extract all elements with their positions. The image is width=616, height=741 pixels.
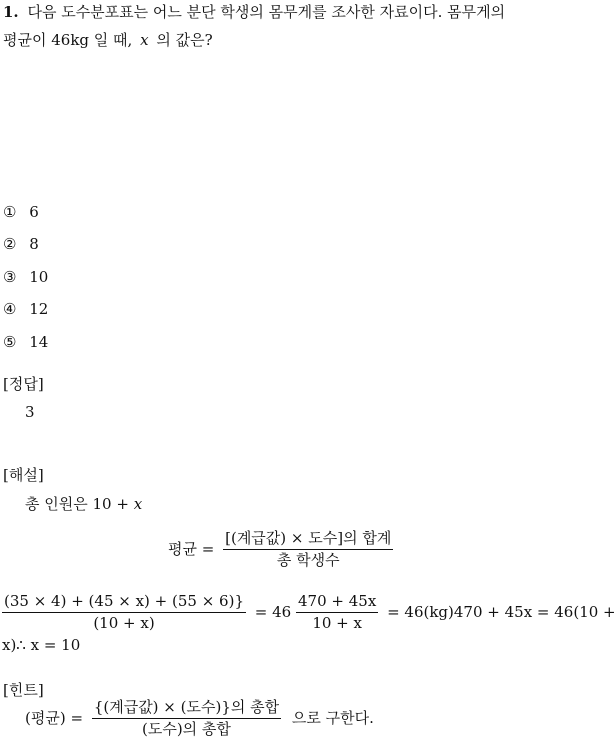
choice-1-marker: ① bbox=[3, 203, 17, 221]
choice-4-marker: ④ bbox=[3, 300, 17, 318]
equation-mid: = 46 bbox=[254, 603, 292, 621]
choice-2-value: 8 bbox=[29, 235, 39, 253]
explanation-label: [해설] bbox=[3, 466, 44, 484]
choice-3-value: 10 bbox=[29, 268, 49, 286]
equation-fraction-2-numerator: 470 + 45x bbox=[298, 592, 377, 610]
choice-5[interactable] bbox=[3, 335, 48, 350]
question-line-1 bbox=[3, 5, 505, 20]
choice-3-marker: ③ bbox=[3, 268, 17, 286]
question-number: 1. bbox=[3, 3, 19, 21]
hint-formula bbox=[25, 700, 374, 737]
hint-suffix: 으로 구한다. bbox=[291, 709, 374, 727]
choice-3[interactable] bbox=[3, 270, 48, 285]
mean-formula-numerator: [(계급값) × 도수]의 합계 bbox=[225, 529, 392, 547]
explanation-total-var: x bbox=[133, 495, 143, 513]
question-text-2b: 의 값은? bbox=[156, 31, 213, 49]
question-text-1: 다음 도수분포표는 어느 분단 학생의 몸무게를 조사한 자료이다. 몸무게의 bbox=[27, 3, 506, 21]
hint-label: [힌트] bbox=[3, 681, 44, 699]
choice-4-value: 12 bbox=[29, 300, 49, 318]
mean-formula bbox=[168, 531, 393, 568]
choice-1-value: 6 bbox=[29, 203, 39, 221]
answer-value: 3 bbox=[25, 403, 35, 421]
explanation-total-text: 총 인원은 10 + bbox=[25, 495, 129, 513]
equation-fraction-2-denominator: 10 + x bbox=[312, 614, 362, 632]
answer-label: [정답] bbox=[3, 375, 44, 393]
choice-5-value: 14 bbox=[29, 333, 49, 351]
hint-numerator: {(계급값) × (도수)}의 총합 bbox=[93, 698, 280, 716]
equation-line-2: x)∴ x = 10 bbox=[2, 636, 81, 654]
equation-fraction-2 bbox=[296, 594, 378, 631]
choice-2[interactable] bbox=[3, 237, 39, 252]
hint-lhs: (평균) = bbox=[25, 709, 84, 727]
mean-formula-fraction bbox=[223, 531, 393, 568]
equation-fraction-1 bbox=[2, 594, 246, 631]
equation-fraction-1-numerator: (35 × 4) + (45 × x) + (55 × 6)} bbox=[4, 592, 244, 610]
hint-fraction bbox=[92, 700, 281, 737]
explanation-line-1 bbox=[25, 497, 142, 512]
question-text-2a: 평균이 46kg 일 때, bbox=[3, 31, 133, 49]
mean-formula-lhs: 평균 = bbox=[168, 540, 215, 558]
question-line-2 bbox=[3, 33, 213, 48]
choice-4[interactable] bbox=[3, 302, 48, 317]
choice-2-marker: ② bbox=[3, 235, 17, 253]
choice-5-marker: ⑤ bbox=[3, 333, 17, 351]
equation-fraction-1-denominator: (10 + x) bbox=[93, 614, 155, 632]
equation-tail: = 46(kg)470 + 45x = 46(10 + bbox=[387, 603, 616, 621]
choice-1[interactable] bbox=[3, 205, 39, 220]
question-var-x: x bbox=[140, 31, 149, 49]
hint-denominator: (도수)의 총합 bbox=[141, 720, 231, 738]
mean-formula-denominator: 총 학생수 bbox=[276, 551, 340, 569]
equation-line-1 bbox=[2, 594, 616, 631]
